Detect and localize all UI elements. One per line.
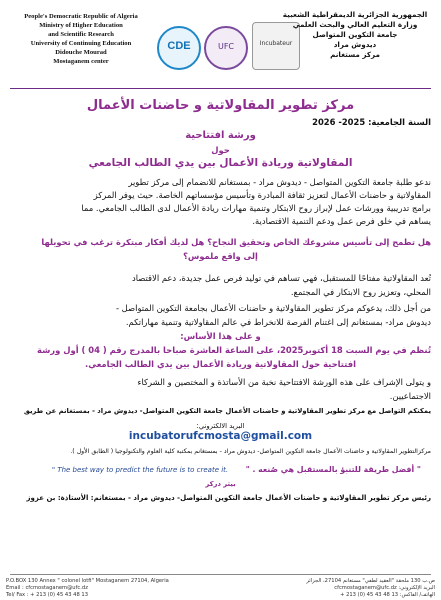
header-en-line: People's Democratic Republic of Algeria	[24, 13, 138, 20]
intro-line: المقاولاتية و حاضنات الأعمال لتعزيز ثقافة المبادرة وتأسيس مؤسساتهم الخاصة. حيث يوفر المركز	[93, 190, 431, 200]
quote-author: بيتر دركر	[205, 480, 236, 488]
header-en-line: Didouche Mourad	[55, 49, 107, 56]
email-label: البريد الالكتروني:	[196, 422, 245, 430]
header-en-line: University of Continuing Education	[30, 40, 132, 47]
intro-line: يساهم في خلق فرص عمل ودعم التنمية الاقتصادية.	[252, 216, 431, 226]
basis-heading: و على هذا الأساس:	[180, 331, 261, 341]
body-line: تُعد المقاولاتية مفتاحًا للمستقبل، فهي تساهم في توليد فرص عمل جديدة، دعم الاقتصاد	[131, 273, 431, 283]
event-line: افتتاحية حول المقاولاتية وريادة الأعمال بين يدي الطالب الجامعي.	[85, 359, 356, 369]
body-line: ديدوش مراد- بمستغانم إلى اغتنام الفرصة للانخراط في عالم المقاولاتية وتنمية مهاراتكم.	[125, 317, 431, 327]
question-line: هل تطمح إلى تأسيس مشروعك الخاص وتحقيق النجاح؟ هل لديك أفكار مبتكرة ترغب في تحويلها	[41, 237, 431, 247]
university-logo-text: UFC	[217, 42, 235, 51]
quote-arabic: " أفضل طريقة للتنبؤ بالمستقبل هي صُنعه . "	[245, 465, 421, 474]
supervision-line: الاجتماعيين.	[389, 391, 431, 401]
event-line: تُنظم في يوم السبت 18 أكتوبر2025، على الساعة العاشرة صباحا بالمدرج رقم ( 04 ) أول ورشة	[36, 345, 431, 355]
workshop-subject: المقاولاتية وريادة الأعمال بين يدي الطالب الجامعي	[88, 157, 353, 169]
footer-en-line: Email : cfcmostaganem@ufc.dz	[6, 585, 88, 591]
incubator-logo-text: Incubateur	[259, 40, 293, 47]
signature-line: رئيس مركز تطوير المقاولاتية و حاضنات الأعمال جامعة التكوين المتواصل- ديدوش مراد - بمستغانم: الأستاذة: بن عزوز	[26, 494, 431, 502]
header-ar-line: مركز مستغانم	[330, 50, 380, 59]
page-title: مركز تطوير المقاولاتية و حاضنات الأعمال	[86, 98, 355, 113]
header-divider	[10, 88, 431, 89]
academic-year: السنة الجامعية: 2025- 2026	[312, 117, 431, 127]
header-ar-line: وزارة التعليم العالي والبحث العلمي	[292, 20, 418, 29]
footer-ar-line: البريد الإلكتروني: cfcmostaganem@ufc.dz	[334, 585, 435, 591]
header-ar-line: الجمهورية الجزائرية الديمقراطية الشعبية	[282, 10, 428, 19]
location-line: مركزالتطوير المقاولاتية و حاضنات الأعمال جامعة التكوين المتواصل- ديدوش مراد - بمستغانم بمكتبة كلية العلوم والتكنولوجيا ( الطابق الأول ).	[70, 448, 431, 455]
footer-en-line: Tel/ Fax : + 213 (0) 45 43 48 13	[6, 592, 89, 598]
footer-address-en	[6, 578, 206, 599]
body-line: من أجل ذلك، يدعوكم مركز تطوير المقاولاتية و حاضنات الأعمال بجامعة التكوين المتواصل -	[115, 303, 431, 313]
quote-english: " The best way to predict the future is to create it.	[51, 466, 229, 474]
about-label: حول	[211, 145, 230, 155]
footer-address-ar	[235, 578, 435, 599]
supervision-line: و يتولى الإشراف على هذه الورشة الافتتاحية نخبة من الأساتذة و المختصين و الشركاء	[137, 377, 431, 387]
question-line: إلى واقع ملموس؟	[183, 251, 258, 261]
header-institution-ar	[275, 10, 435, 60]
footer-ar-line: الهاتف/ الفاكس: 13 48 43 45 (0) 213 +	[340, 592, 435, 598]
university-logo	[204, 26, 248, 70]
header-ar-line: جامعة التكوين المتواصل	[312, 30, 398, 39]
header-institution-en	[6, 12, 156, 66]
header-en-line: Ministry of Higher Education	[39, 22, 123, 29]
contact-email[interactable]: incubatorufcmosta@gmail.com	[128, 430, 313, 442]
workshop-label: ورشة افتتاحية	[185, 130, 256, 141]
body-line: المحلي، وتعزيز روح الابتكار في المجتمع.	[290, 287, 431, 297]
cde-logo	[157, 26, 201, 70]
footer-divider	[10, 574, 431, 575]
header-en-line: Mostaganem center	[53, 58, 109, 65]
footer-ar-line: ص.ب 130 ملحقة "العقيد لطفي" مستغانم 27104، الجزائر	[306, 578, 435, 584]
header-en-line: and Scientific Research	[48, 31, 114, 38]
intro-line: برامج تدريبية وورشات عمل لإبراز روح الابتكار وتنمية مهارات ريادة الأعمال لدى الطالب الجامعي. مما	[81, 203, 431, 213]
header-ar-line: ديدوش مراد	[333, 40, 377, 49]
intro-line: ندعو طلبة جامعة التكوين المتواصل - ديدوش مراد - بمستغانم للانضمام إلى مركز تطوير	[128, 177, 431, 187]
contact-line: يمكنكم التواصل مع مركز تطوير المقاولاتية و حاضنات الأعمال جامعة التكوين المتواصل- ديدوش مراد - بمستغانم عن طريق	[23, 407, 431, 415]
footer-en-line: P.O.BOX 130 Annex " colonel lotfi" Mostaganem 27104, Algeria	[6, 578, 169, 584]
cde-logo-text: CDE	[167, 40, 191, 52]
